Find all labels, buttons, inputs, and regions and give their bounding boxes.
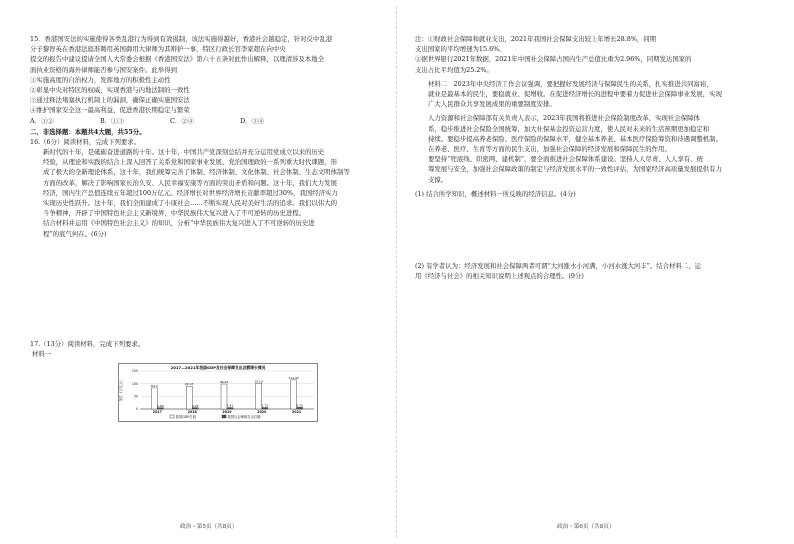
- question-17-part-2-line: 用《经济与社会》的相关知识说明上述观点的合理性。(9分): [415, 272, 584, 281]
- gdp-social-security-chart: [118, 363, 318, 423]
- chart-data-label: 4.92: [191, 404, 199, 409]
- answer-space: [30, 239, 379, 339]
- question-16-heading: 16.（6分）阅读材料，完成下列要求。: [30, 137, 141, 146]
- material-2-continued-line: 持续。要稳步提高养老保险、医疗保险的保障水平，健全基本养老、基本医疗保险筹资和待遇调整机制。: [428, 134, 722, 143]
- right-page: [397, 0, 794, 544]
- question-16-material-line: 实现历史性跃升。这十年，我们全面建成了小康社会……不断实现人民对美好生活的追求。我们以伟大的: [43, 199, 337, 208]
- chart-y-label: 单位（万亿元）: [119, 378, 123, 402]
- question-15-options: [30, 116, 379, 127]
- question-17-heading: 17.（13分）阅读材料，完成下列要求。: [30, 339, 145, 348]
- section-heading: 二、非选择题：本题共4大题，共55分。: [30, 127, 146, 136]
- chart-data-label: 101.6: [254, 379, 264, 384]
- answer-space-1: [415, 199, 764, 261]
- chart-y-tick: 100: [131, 382, 138, 387]
- chart-y-tick: 0: [135, 407, 138, 412]
- material-2-continued-line: 筹发展与安全，加强社会保障政策的制定与经济发展水平的一致性评估，为国家经济高质量发展提供有力: [428, 165, 722, 174]
- chart-legend-swatch: [222, 415, 226, 418]
- question-17-part-1: (1) 结合所学知识，概述材料一所反映的经济信息。(4分): [415, 189, 576, 198]
- chart-data-label: 114.92: [288, 376, 299, 381]
- material-2-line: 就业是最基本的民生，要稳就业、促增收。在促进经济增长的进程中要着力促进社会保障事业发展，实现: [428, 90, 722, 99]
- chart-data-label: 83.2: [151, 384, 158, 389]
- question-16-material-line: 经济，国内生产总值连续五年超过100万亿元。经济增长对世界经济增长贡献率超过30%，我国经济实力: [43, 188, 338, 197]
- left-page-footer: 政治・第5页（共8页）: [180, 524, 238, 530]
- question-15-option: C．②④: [170, 116, 195, 125]
- chart-y-tick: 150: [131, 369, 138, 374]
- material-1-note-line: 支出国家的平均增速为15.6%。: [415, 45, 506, 54]
- material-2-continued-line: 在养老、医疗、生育等方面的民生支出，加强社会保障的经济发展和保障民生的作用。: [428, 145, 671, 154]
- chart-x-tick: 2019: [222, 410, 232, 415]
- question-15-option: A．①②: [30, 116, 54, 125]
- question-15-line: 提交的报告中建议提请全国人大常委会根据《香港国安法》第六十五条对此作出解释，以理清涉及本地全: [30, 55, 324, 64]
- material-1-notes: [415, 34, 764, 75]
- question-15-statements: [30, 75, 379, 116]
- material-1-note-line: 支出占比平均值为25.2%。: [415, 65, 493, 74]
- question-15-line: 面执业资格的海外律师能否参与国安案件。此举得到: [30, 65, 177, 74]
- question-15-statement: ②彰显中央对特区的权威，实现香港与内地法制的一致性: [30, 86, 190, 95]
- chart-legend-swatch: [170, 415, 174, 418]
- question-15-statement: ①实施高度的自治权力，发挥地方的积极性主动性: [30, 75, 171, 84]
- material-2: [415, 79, 764, 110]
- question-15-line: 分子黎智英在香港法庭准聘用英国御用大律师为其辩护一事，特区行政长官李家超在向中央: [30, 45, 286, 54]
- material-1-label: 材料一: [32, 350, 52, 359]
- question-16-task: [30, 218, 379, 238]
- chart-data-label: 5.75: [261, 403, 269, 408]
- material-2-continued-line: 支撑。: [428, 175, 448, 184]
- chart-bar-social-security: [297, 408, 303, 410]
- chart-data-label: 4.86: [157, 404, 164, 409]
- question-16-material-line: 经验，从理论和实践的结合上深入回答了关系党和国家事业发展、党治国理政的一系列重大时代课题，形: [43, 158, 337, 167]
- question-16-task-line: 程”的底气何在。(6分): [43, 229, 107, 238]
- chart-data-label: 90.03: [184, 382, 194, 387]
- material-2-continued-line: 系，稳步推进社会保险全国统筹，加大社保基金投资运营力度，使人民对未来的生活预期更加稳定和: [428, 124, 710, 133]
- material-1-note-line: ②据世界银行2021年数据，2021年中国社会保障占国内生产总值比重为2.96%，同期发达国家的: [415, 55, 692, 64]
- chart-data-label: 5.41: [226, 403, 234, 408]
- chart-frame: [119, 364, 318, 422]
- chart-bar-social-security: [157, 408, 163, 409]
- question-16-material-line: 方面的改革，解决了影响国家长治久安、人民幸福安康等方面的突出矛盾和问题。这十年，我们大力发展: [43, 178, 337, 187]
- chart-bar-social-security: [262, 408, 268, 409]
- material-1-note-line: 注：①财政社会保障和就业支出，2021年我国社会保障支出较上年增长28.8%，同期: [415, 35, 657, 43]
- question-16-material: [30, 147, 379, 218]
- question-16-task-line: 结合材料并运用《中国特色社会主义》的知识，分析“中华民族伟大复兴进入了不可逆转的历史进: [43, 219, 315, 228]
- chart-x-tick: 2017: [152, 410, 162, 415]
- material-2-continued: [415, 113, 764, 184]
- question-15-statement: ③通过释法堵塞执行机制上的漏洞，确保正确实施国安法: [30, 96, 190, 105]
- question-17-part-2-line: (2) 有学者认为：经济发展和社会保障两者可谓“大河涨水小河满，小河水涨大河丰”。结合材料二，运: [415, 262, 702, 271]
- material-2-line: 广大人民群众共享发展成果的重要制度安排。: [428, 100, 556, 109]
- question-16-material-line: 新时代的十年，是砥砺奋进道路的十年。这十年，中国共产党深刻总结并充分运用党成立以来的历史: [43, 148, 325, 157]
- question-16-material-line: 斗争精神，开辟了中国特色社会主义新境界，中华民族伟大复兴进入了不可逆转的历史进程。: [43, 209, 306, 218]
- right-page-footer: 政治・第6页（共8页）: [557, 524, 615, 530]
- chart-x-tick: 2018: [187, 410, 197, 415]
- question-16-material-line: 成了极大的全新理论体系，这十年，我们统筹完善了体制、经济体制、文化体制、社会体制、生态文明体制等: [43, 168, 350, 177]
- material-2-continued-line: 要坚持“兜底线、织密网、建机制”，要全面推进社会保障体系建设。坚持人人尽责、人人享有，统: [428, 155, 703, 164]
- chart-data-label: 6.25: [296, 403, 303, 408]
- chart-bar-social-security: [227, 408, 233, 409]
- material-2-line: 材料二 2023年中央经济工作会议强调，要把握好发展经济与保障民生的关系，扎实推进共同富裕，: [428, 79, 713, 88]
- material-2-continued-line: 人力资源和社会保障部有关负责人表示，2023年我国将推进社会保险制度改革，实现社会保障体: [428, 114, 700, 123]
- question-15-line: 15．香港国安法的实施使得各类乱港行为得到有效遏制，该法实施得越好，香港社会越稳定，针对反中乱港: [30, 35, 333, 43]
- chart-x-tick: 2021: [292, 410, 302, 415]
- question-15-option: B．①③: [100, 116, 124, 125]
- chart-container: [118, 363, 318, 427]
- chart-x-tick: 2020: [257, 410, 267, 415]
- question-15-option: D．③④: [240, 116, 265, 125]
- chart-data-label: 98.65: [219, 380, 229, 385]
- question-15-stem: [30, 34, 379, 75]
- chart-bar-social-security: [192, 408, 198, 409]
- chart-title: 2017—2021年我国GDP及社会保障支出总额增长情况: [170, 365, 266, 371]
- question-17-part-2: [415, 261, 764, 281]
- chart-y-tick: 50: [133, 394, 138, 399]
- chart-legend-label: 我国GDP总值: [175, 415, 196, 420]
- question-15-statement: ④维护国家安全这一最高利益，促进香港长期稳定与繁荣: [30, 106, 190, 115]
- chart-legend-label: 我国社会保障支出总额: [227, 415, 261, 420]
